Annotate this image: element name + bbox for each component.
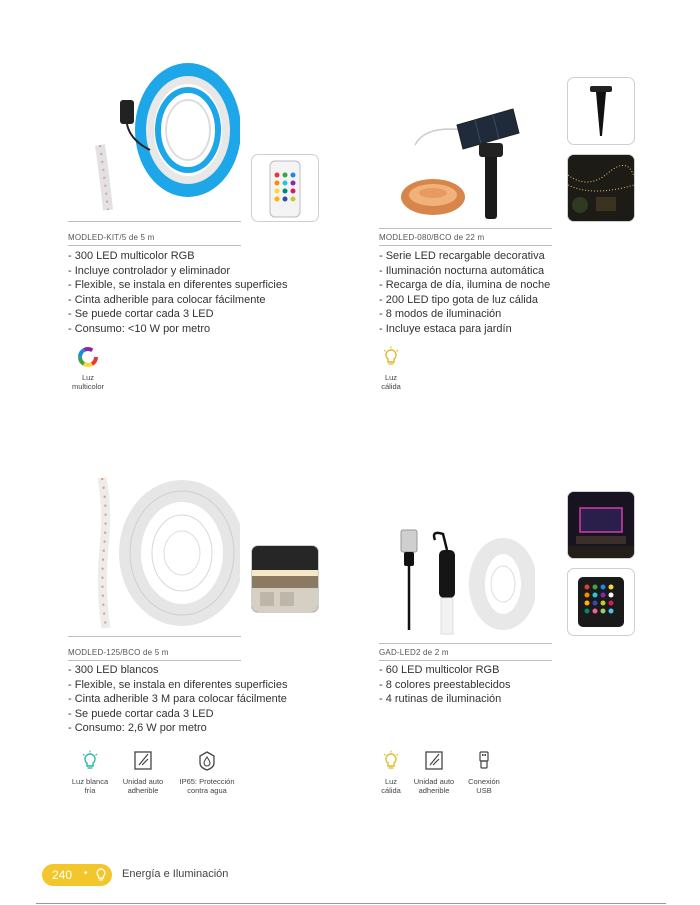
icon-caption: Unidad auto adherible bbox=[122, 777, 164, 795]
garden-lights-image bbox=[568, 155, 634, 221]
product-3-icon-2 bbox=[116, 750, 170, 795]
product-4-features bbox=[379, 663, 510, 707]
remote-control-image bbox=[252, 155, 318, 221]
remote-control-thumbnail bbox=[251, 154, 319, 222]
feature-item: - 300 LED multicolor RGB bbox=[68, 250, 195, 262]
feature-item: - Incluye controlador y eliminador bbox=[68, 264, 231, 277]
page-number: 240 bbox=[52, 868, 73, 882]
kitchen-lighting-thumbnail bbox=[251, 545, 319, 613]
product-1-icon-group bbox=[58, 346, 118, 391]
feature-item: - 300 LED blancos bbox=[68, 664, 159, 676]
feature-item: - Se puede cortar cada 3 LED bbox=[68, 308, 214, 321]
solar-led-string-image bbox=[395, 85, 535, 225]
adhesive-icon bbox=[424, 750, 444, 772]
usb-icon bbox=[474, 750, 494, 772]
product-1-model: MODLED-KIT/5 de 5 m bbox=[68, 233, 155, 242]
kitchen-lighting-image bbox=[252, 546, 318, 612]
led-strip-rgb-image bbox=[80, 60, 240, 220]
feature-item: - Cinta adherible para colocar fácilmente bbox=[68, 293, 266, 306]
feature-item: - 8 colores preestablecidos bbox=[379, 678, 511, 691]
usb-led-strip-image bbox=[395, 520, 535, 640]
feature-item: - Incluye estaca para jardín bbox=[379, 322, 512, 335]
feature-item: - Serie LED recargable decorativa bbox=[379, 250, 545, 262]
warm-light-icon bbox=[381, 346, 401, 368]
product-1-model-rule bbox=[68, 245, 241, 246]
product-3-model-rule bbox=[68, 660, 241, 661]
feature-item: - Cinta adherible 3 M para colocar fácilmente bbox=[68, 693, 287, 706]
product-3-model: MODLED-125/BCO de 5 m bbox=[68, 648, 169, 657]
section-title: Energía e Iluminación bbox=[122, 868, 229, 880]
feature-item: - Consumo: 2,6 W por metro bbox=[68, 722, 207, 735]
feature-item: - 4 rutinas de iluminación bbox=[379, 693, 502, 706]
product-2-features bbox=[379, 249, 550, 337]
product-2-model-rule bbox=[379, 245, 552, 246]
icon-caption: IP65: Protección contra agua bbox=[179, 777, 235, 795]
water-drop-icon bbox=[197, 750, 217, 772]
product-4-icon-3 bbox=[462, 750, 506, 795]
product-1-divider bbox=[68, 221, 241, 222]
tv-backlight-thumbnail bbox=[567, 491, 635, 559]
icon-caption: Luz blanca fría bbox=[71, 777, 109, 795]
feature-item: - Flexible, se instala en diferentes superficies bbox=[68, 678, 288, 691]
multicolor-light-icon bbox=[77, 346, 99, 368]
icon-caption: Luz cálida bbox=[381, 373, 401, 391]
product-2-model: MODLED-080/BCO de 22 m bbox=[379, 233, 485, 242]
page-number-badge bbox=[42, 864, 112, 886]
feature-item: - Iluminación nocturna automática bbox=[379, 264, 545, 277]
adhesive-icon bbox=[133, 750, 153, 772]
feature-item: - 8 modos de iluminación bbox=[379, 308, 502, 321]
product-1-features bbox=[68, 249, 288, 337]
feature-item: - Se puede cortar cada 3 LED bbox=[68, 707, 214, 720]
feature-item: - 200 LED tipo gota de luz cálida bbox=[379, 293, 538, 306]
product-2-icon-group bbox=[371, 346, 411, 391]
feature-item: - Recarga de día, ilumina de noche bbox=[379, 279, 551, 292]
footer-rule bbox=[36, 903, 666, 904]
product-4-model: GAD-LED2 de 2 m bbox=[379, 648, 449, 657]
product-3-icon-1 bbox=[65, 750, 115, 795]
product-4-icon-1 bbox=[371, 750, 411, 795]
product-4-icon-2 bbox=[407, 750, 461, 795]
remote-control-2-image bbox=[568, 569, 634, 635]
product-4-model-rule bbox=[379, 660, 552, 661]
icon-caption: Conexión USB bbox=[468, 777, 500, 795]
cold-light-icon bbox=[80, 750, 100, 772]
garden-stake-image bbox=[568, 78, 634, 144]
feature-item: - Flexible, se instala en diferentes superficies bbox=[68, 279, 288, 292]
garden-lights-thumbnail bbox=[567, 154, 635, 222]
dot-separator: • bbox=[84, 868, 88, 879]
product-4-divider bbox=[379, 643, 552, 644]
garden-stake-thumbnail bbox=[567, 77, 635, 145]
product-2-divider bbox=[379, 228, 552, 229]
icon-caption: Luz multicolor bbox=[71, 373, 105, 391]
feature-item: - Consumo: <10 W por metro bbox=[68, 322, 211, 335]
tv-backlight-image bbox=[568, 492, 634, 558]
feature-item: - 60 LED multicolor RGB bbox=[379, 664, 500, 676]
product-3-features bbox=[68, 663, 288, 736]
product-3-divider bbox=[68, 636, 241, 637]
warm-light-icon bbox=[381, 750, 401, 772]
remote-control-2-thumbnail bbox=[567, 568, 635, 636]
product-3-icon-3 bbox=[172, 750, 242, 795]
icon-caption: Luz cálida bbox=[381, 777, 401, 795]
light-bulb-icon bbox=[95, 868, 107, 882]
led-strip-white-image bbox=[90, 468, 240, 638]
icon-caption: Unidad auto adherible bbox=[413, 777, 455, 795]
